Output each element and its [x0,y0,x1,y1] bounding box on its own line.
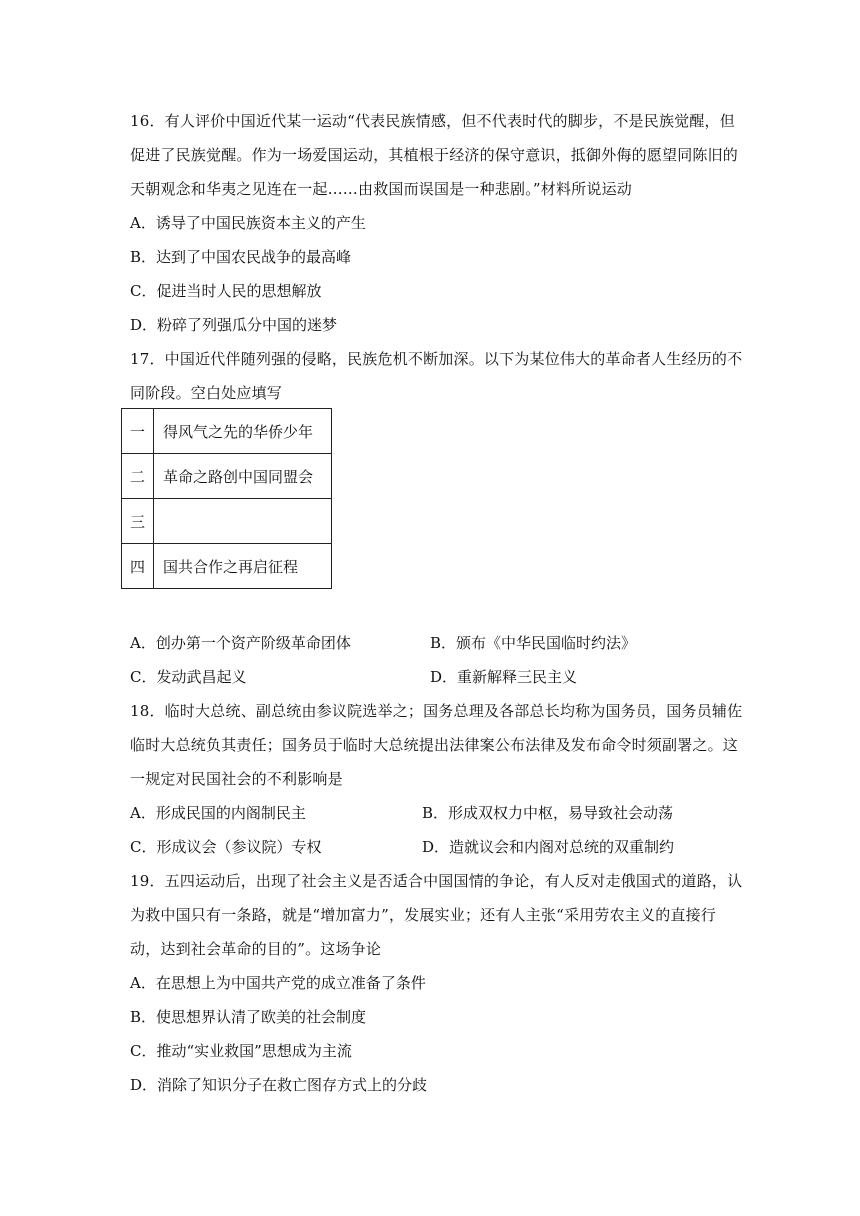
life-stages-table [121,408,332,589]
question-16-option-b: B．达到了中国农民战争的最高峰 [130,248,352,266]
stage-text: 国共合作之再启征程 [154,544,332,589]
question-16-option-c: C．促进当时人民的思想解放 [130,282,322,300]
question-17-option-b: B．颁布《中华民国临时约法》 [430,634,637,652]
stage-text: 革命之路创中国同盟会 [154,454,332,499]
question-18-option-a: A．形成民国的内阁制民主 [130,804,306,822]
question-17-line-2: 同阶段。空白处应填写 [130,384,283,402]
table-row [122,544,332,589]
stage-number: 一 [122,409,154,454]
question-17-option-a: A．创办第一个资产阶级革命团体 [130,634,351,652]
question-16-option-a: A．诱导了中国民族资本主义的产生 [130,214,366,232]
question-18-option-b: B．形成双权力中枢，易导致社会动荡 [422,804,674,822]
question-17-line-1: 17．中国近代伴随列强的侵略，民族危机不断加深。以下为某位伟大的革命者人生经历的不 [130,350,743,368]
stage-number: 三 [122,499,154,544]
question-19-line-3: 动，达到社会革命的目的”。这场争论 [130,940,382,958]
question-19-option-c: C．推动“实业救国”思想成为主流 [130,1042,352,1060]
stage-text-blank [154,499,332,544]
question-19-option-a: A．在思想上为中国共产党的成立准备了条件 [130,974,426,992]
stage-number: 二 [122,454,154,499]
question-18-option-c: C．形成议会（参议院）专权 [130,838,322,856]
question-18-line-1: 18．临时大总统、副总统由参议院选举之；国务总理及各部总长均称为国务员，国务员辅佐 [130,702,743,720]
table-row [122,409,332,454]
question-18-line-2: 临时大总统负其责任；国务员于临时大总统提出法律案公布法律及发布命令时须副署之。这 [130,736,739,754]
question-19-line-2: 为救中国只有一条路，就是“增加富力”，发展实业；还有人主张“采用劳农主义的直接行 [130,906,717,924]
stage-text: 得风气之先的华侨少年 [154,409,332,454]
question-16-line-3: 天朝观念和华夷之见连在一起……由救国而误国是一种悲剧。”材料所说运动 [130,180,632,198]
question-16-option-d: D．粉碎了列强瓜分中国的迷梦 [130,316,338,334]
question-18-line-3: 一规定对民国社会的不利影响是 [130,770,343,788]
question-18-option-d: D．造就议会和内阁对总统的双重制约 [422,838,675,856]
question-19-option-b: B．使思想界认清了欧美的社会制度 [130,1008,367,1026]
table-row [122,454,332,499]
question-16-line-2: 促进了民族觉醒。作为一场爱国运动，其植根于经济的保守意识，抵御外侮的愿望同陈旧的 [130,146,739,164]
table-row [122,499,332,544]
question-16-line-1: 16．有人评价中国近代某一运动“代表民族情感，但不代表时代的脚步，不是民族觉醒，但 [130,112,735,130]
stage-number: 四 [122,544,154,589]
question-17-option-d: D．重新解释三民主义 [430,668,578,686]
question-19-option-d: D．消除了知识分子在救亡图存方式上的分歧 [130,1076,428,1094]
question-19-line-1: 19．五四运动后，出现了社会主义是否适合中国国情的争论，有人反对走俄国式的道路，认 [130,872,743,890]
question-17-option-c: C．发动武昌起义 [130,668,247,686]
